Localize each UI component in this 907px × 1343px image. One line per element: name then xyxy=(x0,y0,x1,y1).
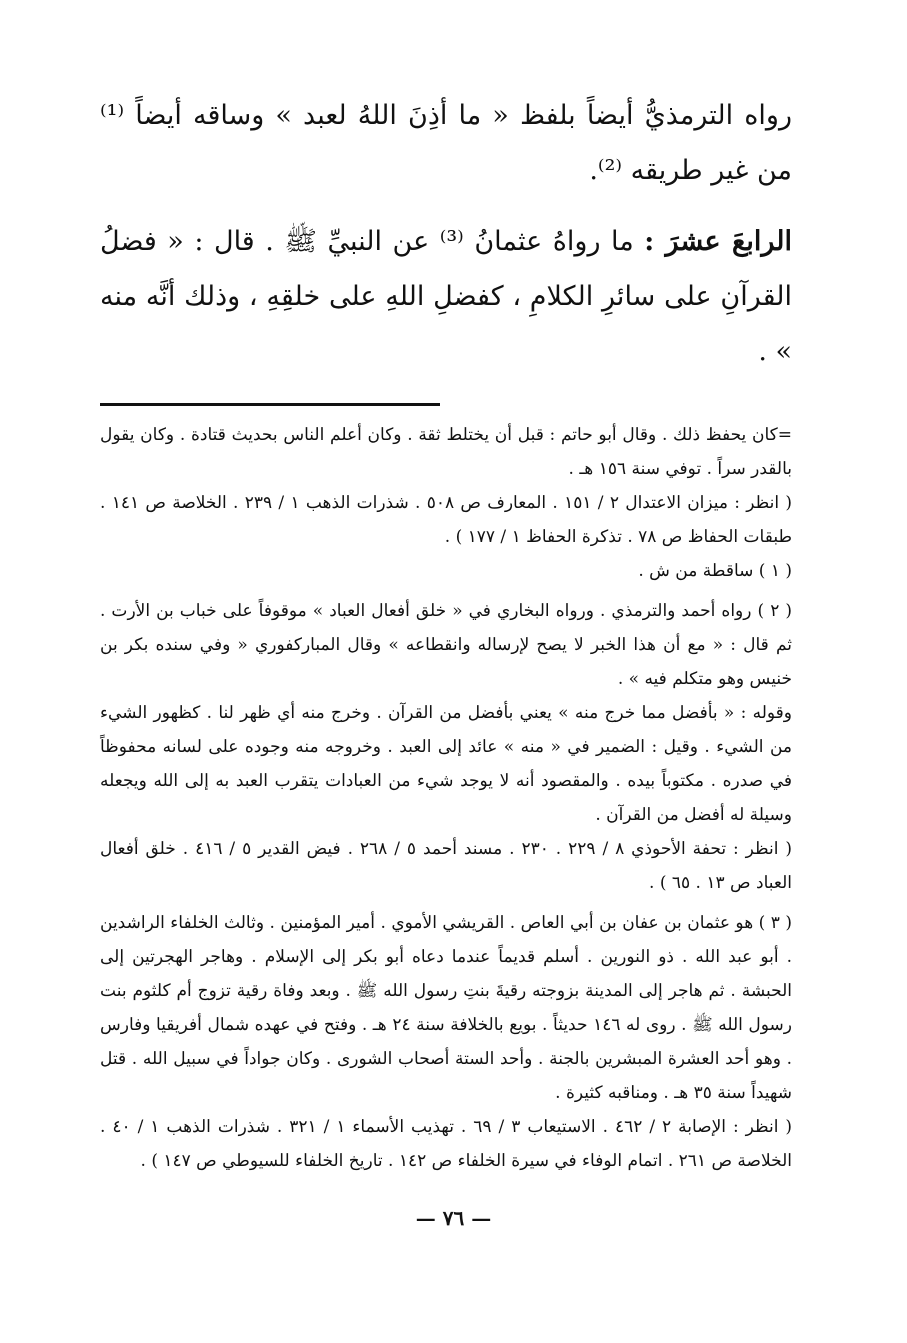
footnote-continuation: =كان يحفظ ذلك . وقال أبو حاتم : قبل أن يختلط ثقة . وكان أعلم الناس بحديث قتادة . وكان يقول بالقدر سراً . توفي سنة ١٥٦ هـ . xyxy=(100,425,792,479)
main-paragraph-2 xyxy=(100,214,792,379)
footnote-separator xyxy=(100,403,440,406)
paragraph-text: ما رواهُ عثمانُ ⁽³⁾ عن النبيِّ ﷺ . قال : « فضلُ القرآنِ على سائرِ الكلامِ ، كفضلِ اللهِ على خلقِهِ ، وذلك أنَّه منه » . xyxy=(100,226,792,367)
footnote-2-explanation: وقوله : « بأفضل مما خرج منه » يعني بأفضل من القرآن . وخرج منه أي ظهر لنا . كظهور الشيء من الشيء . وقيل : الضمير في « منه » عائد إلى العبد . وخروجه منه وجوده على لسانه محفوظاً في صدره . مكتوباً بيده . والمقصود أنه لا يوجد شيء من العبادات يتقرب العبد به إلى الله ويجعله وسيلة له أفضل من القرآن . xyxy=(100,703,792,825)
page-number: — ٧٦ — xyxy=(415,1206,492,1230)
main-text xyxy=(100,88,792,379)
footnote-3: ( ٣ ) هو عثمان بن عفان بن أبي العاص . القريشي الأموي . أمير المؤمنين . وثالث الخلفاء الراشدين . أبو عبد الله . ذو النورين . أسلم قديماً عندما دعاه أبو بكر إلى الإسلام . وهاجر الهجرتين إلى الحبشة . ثم هاجر إلى المدينة بزوجته رقيةَ بنتِ رسول الله ﷺ . وبعد وفاة رقية تزوج أم كلثوم بنت رسول الله ﷺ . روى له ١٤٦ حديثاً . بويع بالخلافة سنة ٢٤ هـ . وفتح في عهده شمال أفريقيا وفارس . وهو أحد العشرة المبشرين بالجنة . وأحد الستة أصحاب الشورى . وكان جواداً في سبيل الله . قتل شهيداً سنة ٣٥ هـ . ومناقبه كثيرة . xyxy=(100,913,793,1103)
footnotes xyxy=(100,418,792,1178)
footnote-1: ( ١ ) ساقطة من ش . xyxy=(638,561,792,581)
footnote-3-reference: ( انظر : الإصابة ٢ / ٤٦٢ . الاستيعاب ٣ / ٦٩ . تهذيب الأسماء ١ / ٣٢١ . شذرات الذهب ١ / ٤٠ . الخلاصة ص ٢٦١ . اتمام الوفاء في سيرة الخلفاء ص ١٤٢ . تاريخ الخلفاء للسيوطي ص ١٤٧ ) . xyxy=(100,1117,793,1171)
footnote-2: ( ٢ ) رواه أحمد والترمذي . ورواه البخاري في « خلق أفعال العباد » موقوفاً على خباب بن الأرت . ثم قال : « مع أن هذا الخبر لا يصح لإرساله وانقطاعه » وقال المباركفوري « وفي سنده بكر بن خنيس وهو متكلم فيه » . xyxy=(100,601,792,689)
footnote-2-reference: ( انظر : تحفة الأحوذي ٨ / ٢٢٩ . ٢٣٠ . مسند أحمد ٥ / ٢٦٨ . فيض القدير ٥ / ٤١٦ . خلق أفعال العباد ص ١٣ . ٦٥ ) . xyxy=(100,839,792,893)
paragraph-heading: الرابعَ عشرَ : xyxy=(644,226,792,257)
footnote-reference: ( انظر : ميزان الاعتدال ٢ / ١٥١ . المعارف ص ٥٠٨ . شذرات الذهب ١ / ٢٣٩ . الخلاصة ص ١٤١ . طبقات الحفاظ ص ٧٨ . تذكرة الحفاظ ١ / ١٧٧ ) . xyxy=(100,493,792,547)
main-paragraph-1: رواه الترمذيُّ أيضاً بلفظ « ما أذِنَ اللهُ لعبد » وساقه أيضاً ⁽¹⁾ من غير طريقه ⁽²⁾. xyxy=(100,100,792,186)
page-body xyxy=(100,88,792,1178)
